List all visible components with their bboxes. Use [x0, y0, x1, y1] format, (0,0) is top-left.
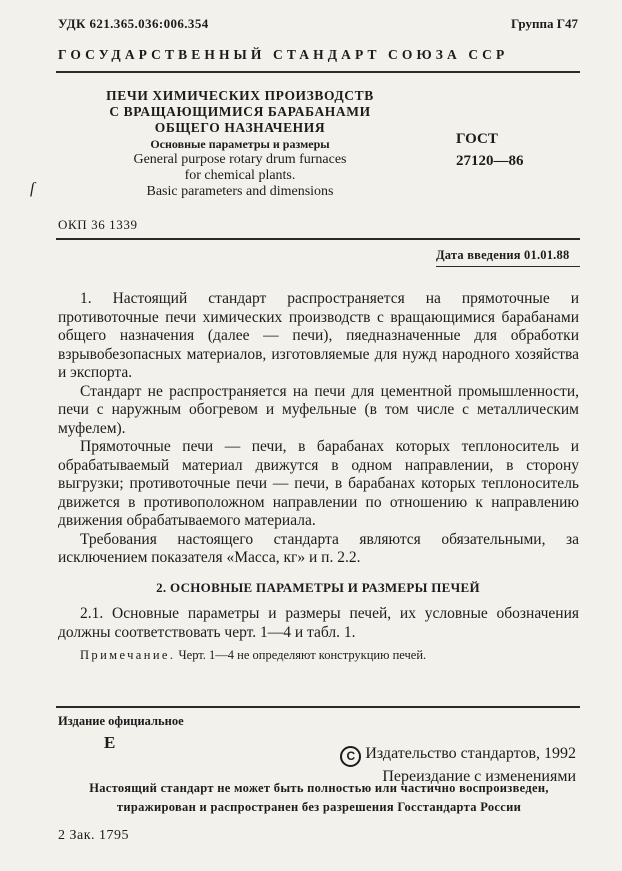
- title-en-line-3: Basic parameters and dimensions: [146, 184, 334, 199]
- gost-number: 27120—86: [456, 153, 524, 169]
- margin-mark: ſ: [30, 180, 35, 197]
- copyright-line: [314, 744, 576, 767]
- copyright-icon: C: [340, 746, 361, 767]
- note-label: Примечание.: [80, 648, 176, 662]
- reissue-line: Переиздание с изменениями: [382, 768, 576, 785]
- paragraph-1: 1. Настоящий стандарт распространяется на прямоточные и противоточные печи химических производств с вращающимися барабанами общего назначения (далее — печи), пяедназначенные для обработки взрывобезопасных материалов, изготовляемые для нужд народного хозяйства и экспорта.: [58, 290, 579, 381]
- gost-block: [456, 128, 524, 172]
- e-mark: E: [104, 733, 116, 752]
- title-subtitle: Основные параметры и размеры: [150, 137, 330, 151]
- udk-code: УДК 621.365.036:006.354: [58, 16, 209, 31]
- official-edition: Издание официальное: [58, 714, 184, 728]
- rights-notice: [66, 779, 572, 817]
- gost-label: ГОСТ: [456, 131, 498, 147]
- title-line-2: С ВРАЩАЮЩИМИСЯ БАРАБАНАМИ: [109, 104, 371, 119]
- title-en-line-1: General purpose rotary drum furnaces: [133, 152, 347, 167]
- title-line-3: ОБЩЕГО НАЗНАЧЕНИЯ: [154, 120, 326, 135]
- note-text: Черт. 1—4 не определяют конструкцию печей.: [175, 648, 427, 662]
- rights-line-1: Настоящий стандарт не может быть полностью или частично воспроизведен,: [89, 781, 549, 795]
- header-rule: [56, 71, 580, 73]
- rights-line-2: тиражирован и распространен без разрешения Госстандарта России: [116, 800, 522, 814]
- copyright-text: Издательство стандартов, 1992: [365, 745, 576, 762]
- intro-date: Дата введения 01.01.88: [436, 248, 570, 262]
- order-number: 2 Зак. 1795: [58, 828, 130, 843]
- title-en-line-2: for chemical plants.: [184, 168, 296, 183]
- group-code: Группа Г47: [510, 16, 578, 31]
- okp-code: ОКП 36 1339: [58, 217, 138, 232]
- paragraph-2-1: 2.1. Основные параметры и размеры печей, их условные обозначения должны соответствовать черт. 1—4 и табл. 1.: [58, 605, 579, 641]
- title-block: [100, 88, 380, 200]
- okp-rule: [56, 238, 580, 240]
- note: [80, 648, 426, 663]
- paragraph-4: Требования настоящего стандарта являются обязательными, за исключением показателя «Масса, кг» и п. 2.2.: [58, 530, 579, 566]
- footer-rule: [56, 706, 580, 708]
- scope-section: [58, 290, 579, 568]
- intro-date-underline: [436, 266, 580, 267]
- section-2-heading: 2. ОСНОВНЫЕ ПАРАМЕТРЫ И РАЗМЕРЫ ПЕЧЕЙ: [156, 580, 480, 595]
- section-2-body: [58, 605, 579, 642]
- paragraph-2: Стандарт не распространяется на печи для цементной промышленности, печи с наружным обогревом и муфельные (в том числе с металлическим муфелем).: [58, 382, 579, 437]
- paragraph-3: Прямоточные печи — печи, в барабанах которых теплоноситель и обрабатываемый материал движутся в одном направлении, в сторону выгрузки; противоточные печи — печи, в барабанах которых теплоноситель движется в противоположном направлении по отношению к направлению движения обрабатываемого материала.: [58, 438, 579, 529]
- title-line-1: ПЕЧИ ХИМИЧЕСКИХ ПРОИЗВОДСТВ: [106, 88, 374, 103]
- state-standard-heading: ГОСУДАРСТВЕННЫЙ СТАНДАРТ СОЮЗА ССР: [58, 47, 509, 62]
